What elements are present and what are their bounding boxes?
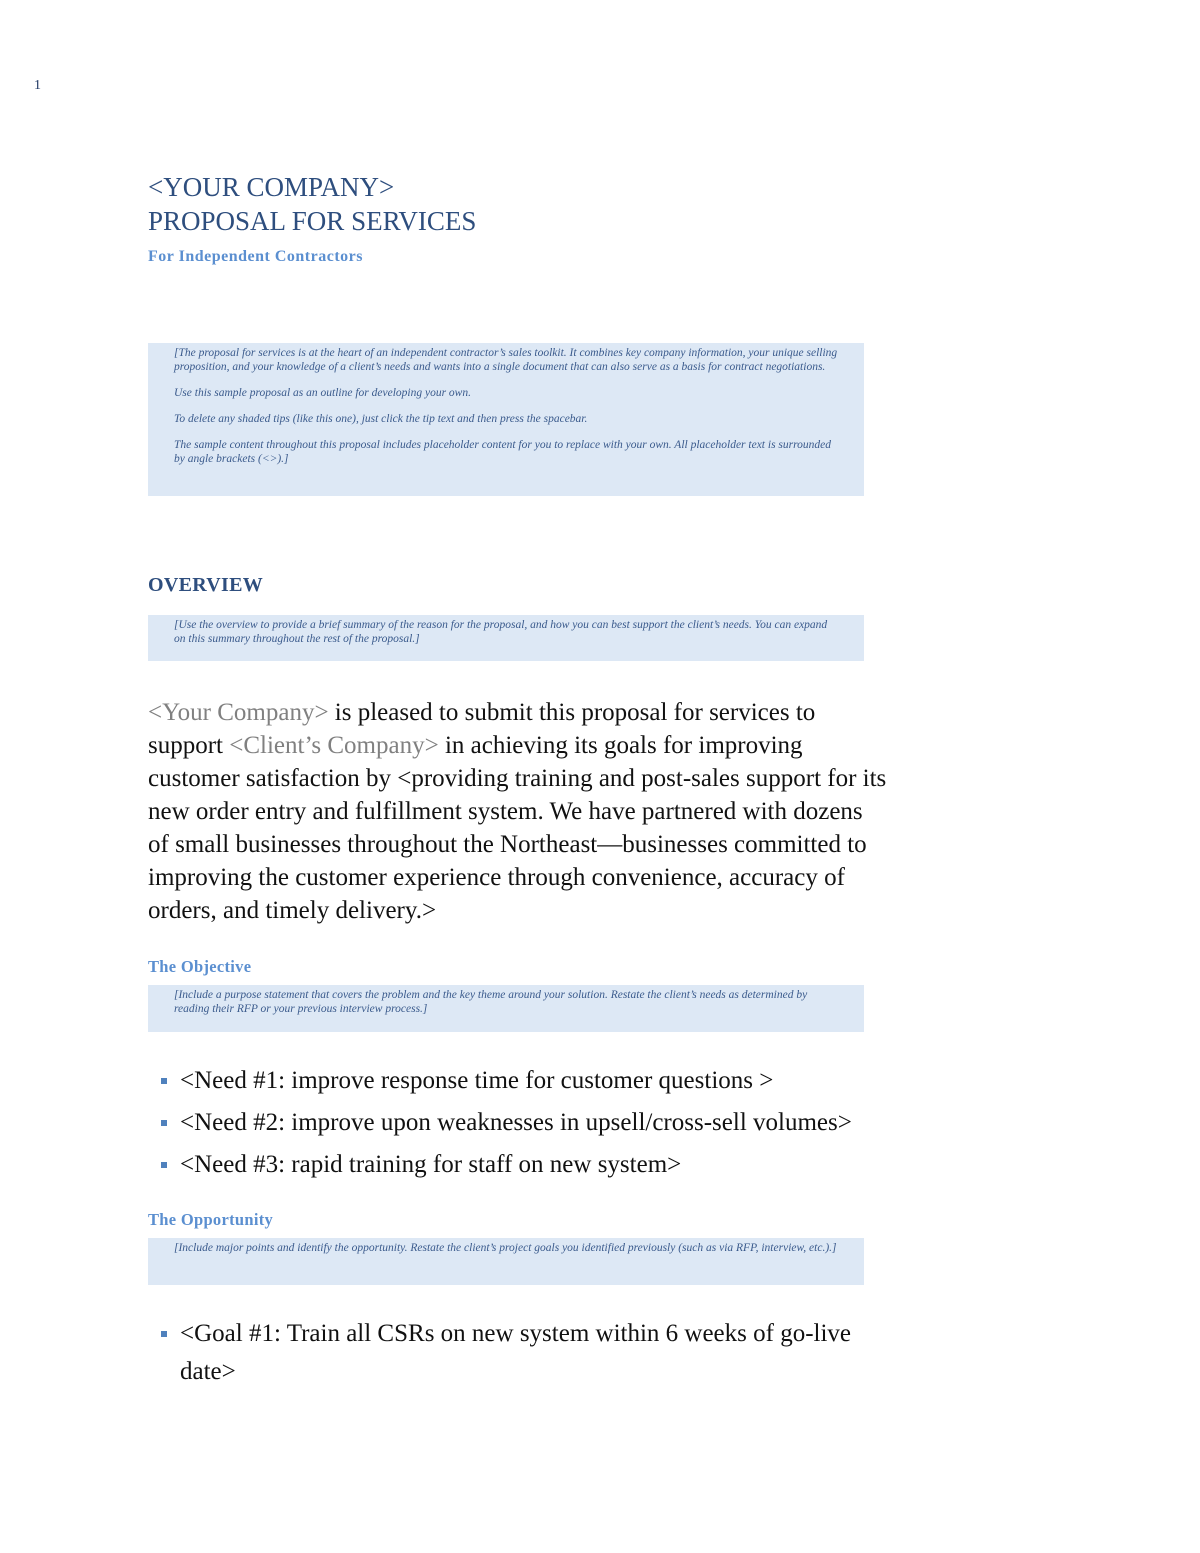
list-item-text: <Need #3: rapid training for staff on new system> (180, 1151, 682, 1178)
list-item-text: <Need #1: improve response time for customer questions > (180, 1067, 774, 1094)
bullet-icon (161, 1120, 167, 1126)
list-item[interactable] (148, 1104, 864, 1142)
objective-tip-box[interactable] (148, 985, 864, 1032)
document-title (148, 170, 864, 238)
title-company[interactable]: <YOUR COMPANY> (148, 172, 395, 202)
bullet-icon (161, 1331, 167, 1337)
list-item[interactable] (148, 1315, 864, 1391)
tip-paragraph: [Use the overview to provide a brief summary of the reason for the proposal, and how you can best support the client’s needs. You can expand on this summary throughout the rest of the proposal.] (174, 619, 828, 645)
tip-paragraph: [Include a purpose statement that covers the problem and the key theme around your solution. Restate the client’s needs as determined by reading their RFP or your previous interview process.] (174, 989, 808, 1015)
intro-tip-box[interactable] (148, 343, 864, 496)
document-content (148, 170, 887, 1395)
page-number: 1 (34, 78, 41, 93)
placeholder-client-company: <Client’s Company> (229, 732, 439, 759)
document-subtitle[interactable]: For Independent Contractors (148, 248, 363, 265)
overview-text-part: is pleased to submit this proposal for services to support (148, 699, 816, 759)
tip-paragraph: To delete any shaded tips (like this one), just click the tip text and then press the spacebar. (174, 413, 588, 425)
placeholder-your-company: <Your Company> (148, 699, 329, 726)
overview-tip-box[interactable] (148, 615, 864, 661)
tip-paragraph: Use this sample proposal as an outline for developing your own. (174, 387, 471, 399)
goals-list (148, 1315, 864, 1391)
list-item[interactable] (148, 1062, 864, 1100)
overview-text-part: in achieving its goals for improving customer satisfaction by <providing training and post-sales support for its new order entry and fulfillment system. We have partnered with dozens of small businesses throughout the Northeast—businesses committed to improving the customer experience through convenience, accuracy of orders, and timely delivery.> (148, 732, 887, 924)
title-proposal[interactable]: PROPOSAL FOR SERVICES (148, 206, 477, 236)
tip-paragraph: [Include major points and identify the opportunity. Restate the client’s project goals you identified previously (such as via RFP, interview, etc.).] (174, 1242, 837, 1254)
list-item-text: <Goal #1: Train all CSRs on new system within 6 weeks of go-live date> (180, 1320, 852, 1385)
list-item-text: <Need #2: improve upon weaknesses in upsell/cross-sell volumes> (180, 1109, 852, 1136)
overview-heading[interactable]: OVERVIEW (148, 574, 264, 596)
overview-body[interactable] (148, 696, 888, 927)
needs-list (148, 1062, 864, 1184)
tip-paragraph: [The proposal for services is at the heart of an independent contractor’s sales toolkit. It combines key company information, your unique selling proposition, and your knowledge of a client’s needs and wants into a single document that can also serve as a basis for contract negotiations. (174, 347, 838, 373)
bullet-icon (161, 1078, 167, 1084)
objective-heading[interactable]: The Objective (148, 957, 252, 976)
opportunity-heading[interactable]: The Opportunity (148, 1210, 274, 1229)
tip-paragraph: The sample content throughout this proposal includes placeholder content for you to replace with your own. All placeholder text is surrounded by angle brackets (<>).] (174, 439, 832, 465)
opportunity-tip-box[interactable] (148, 1238, 864, 1285)
list-item[interactable] (148, 1146, 864, 1184)
bullet-icon (161, 1162, 167, 1168)
